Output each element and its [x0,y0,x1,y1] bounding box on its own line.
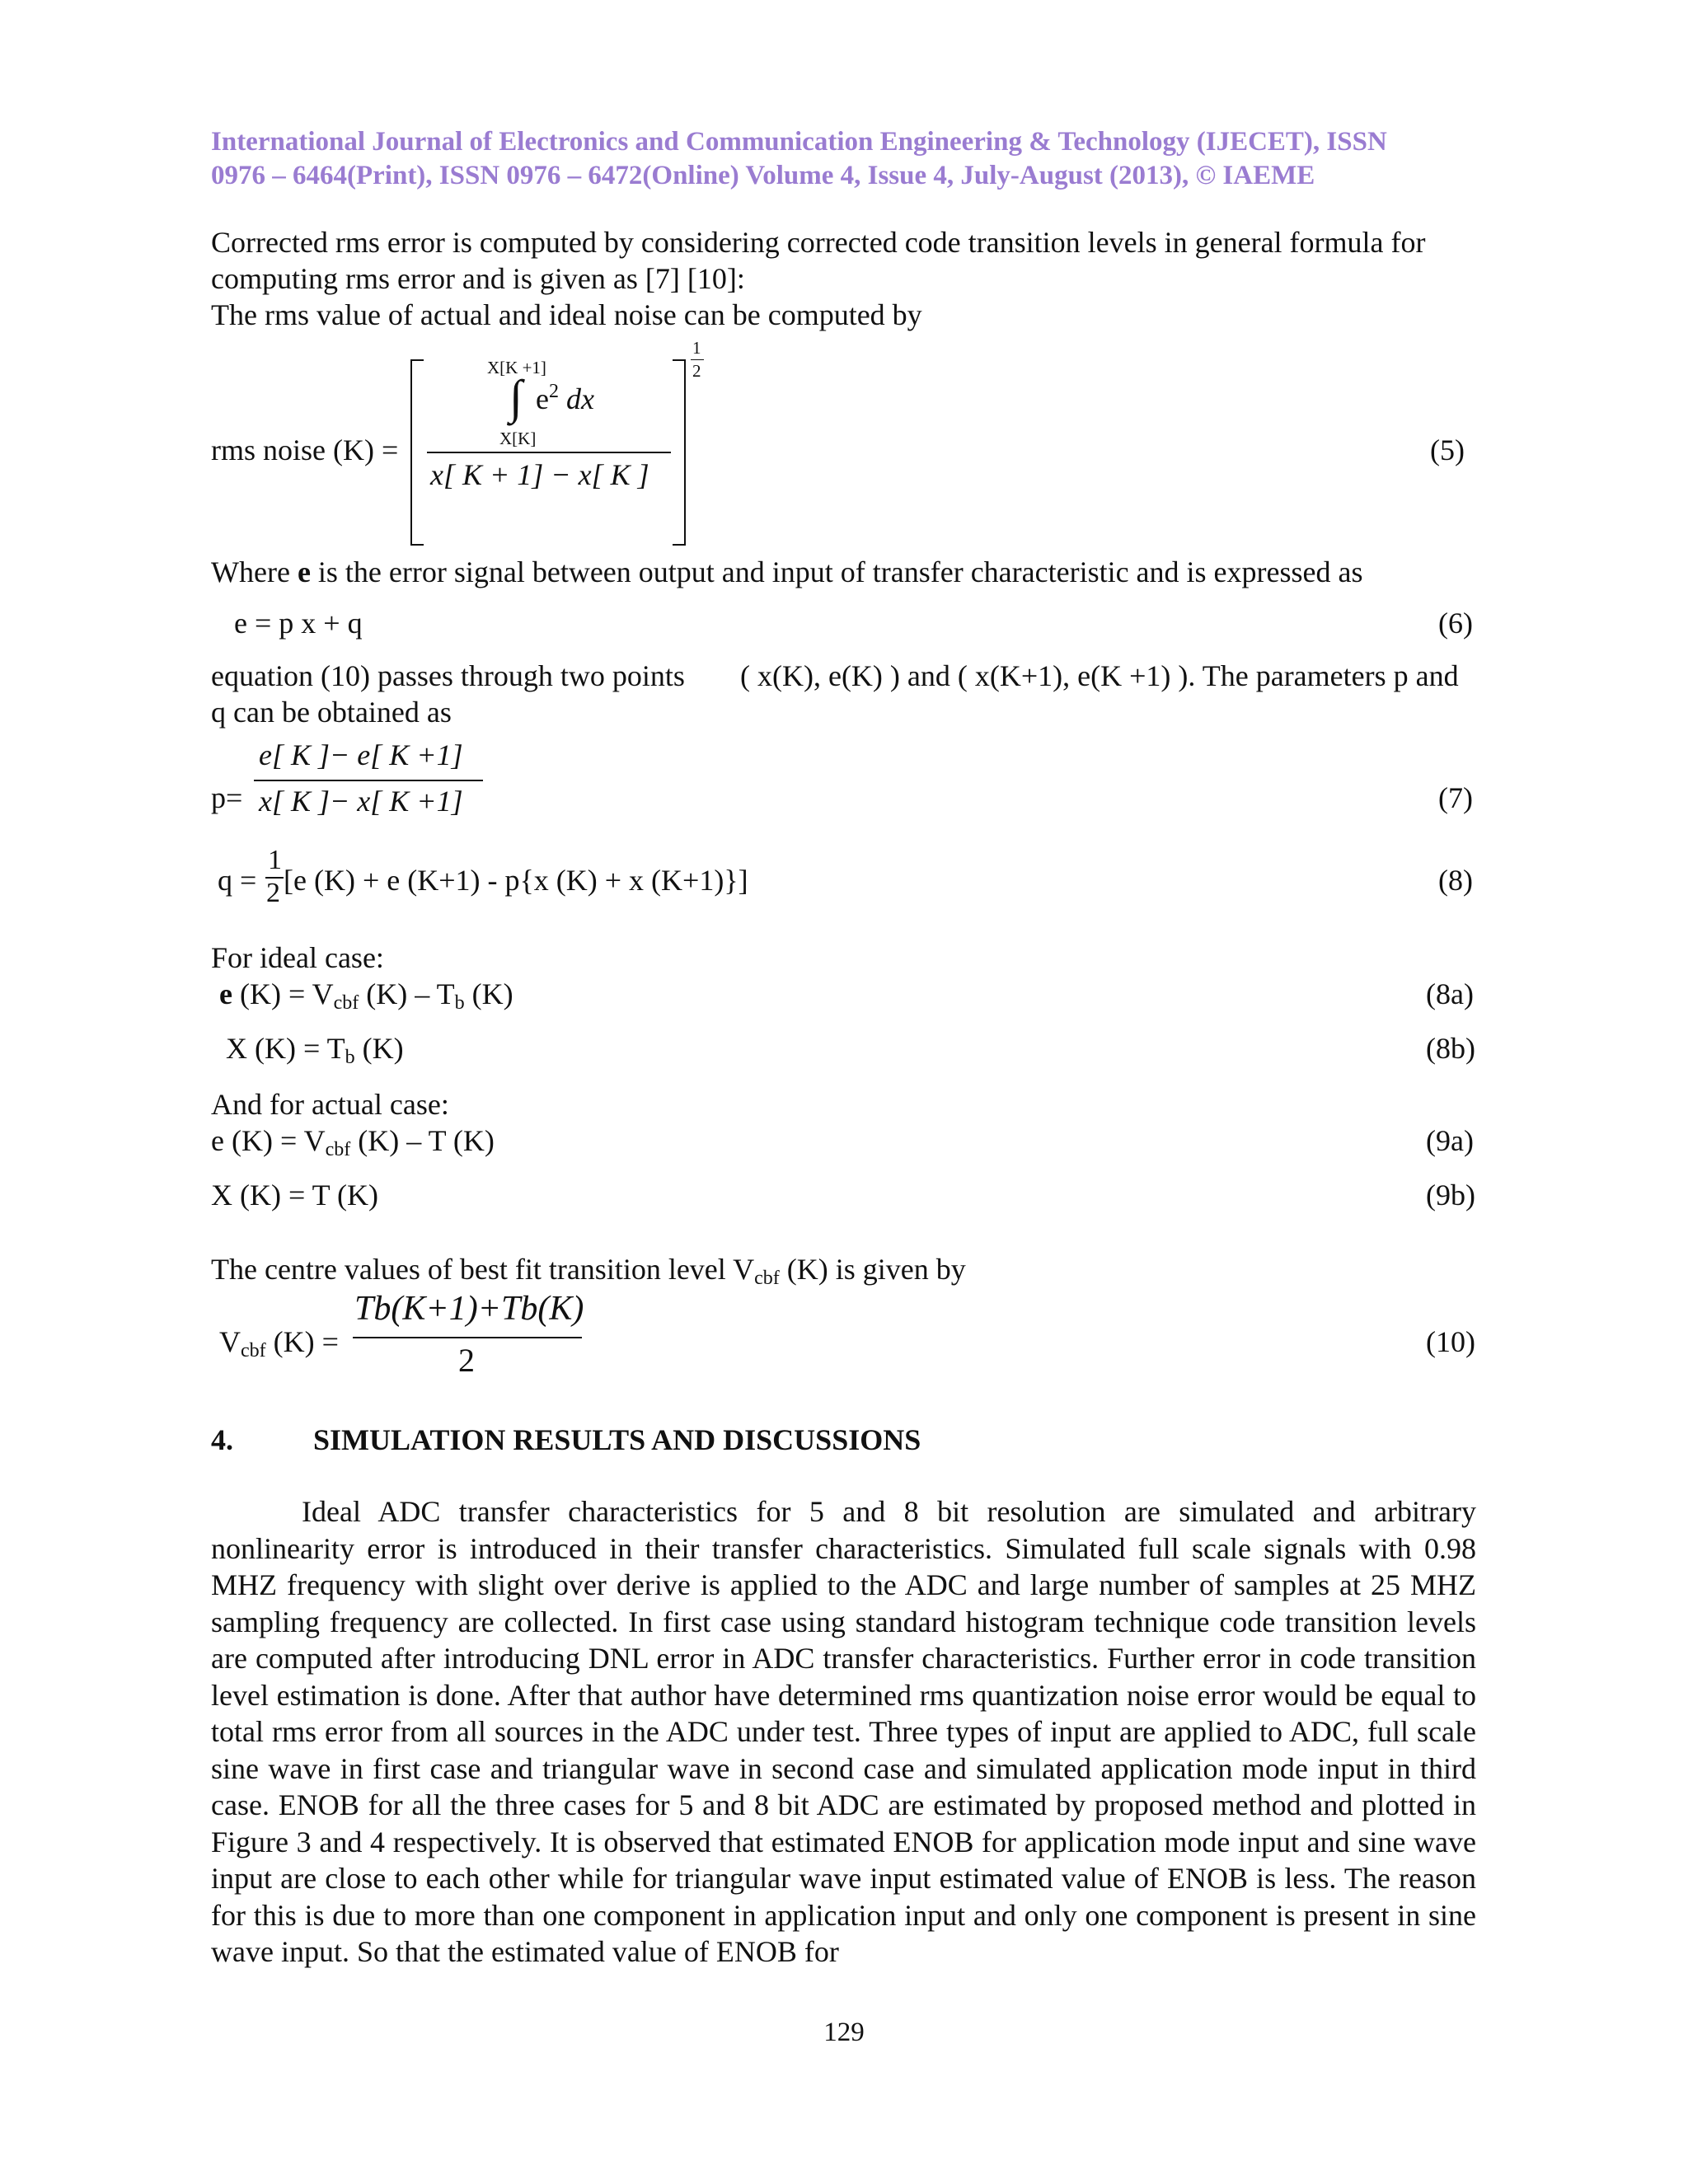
passes-line-1a: equation (10) passes through two points [211,659,685,692]
eq9b-number: (9b) [1426,1179,1475,1212]
eq5-right-bracket [673,359,686,546]
eq5-upper-limit: X[K +1] [487,358,546,377]
eq8b-expression: X $(K) = T_b$ (K) [226,1032,404,1068]
eq7-lhs: p= [211,781,243,814]
eq8-frac-denominator: 2 [266,878,280,908]
eq5-fraction-line [427,452,671,453]
eq10-denominator: 2 [458,1342,475,1379]
eq8b-number: (8b) [1426,1032,1475,1065]
eq7-fraction-line [254,780,483,781]
header-line-1: International Journal of Electronics and Communication Engineering & Technology (IJECET), ISSN [211,127,1387,157]
eq10-numerator: Tb(K+1)+Tb(K) [354,1290,584,1328]
eq10-fraction-line [353,1337,582,1338]
section-4-heading: 4. SIMULATION RESULTS AND DISCUSSIONS [211,1423,921,1456]
eq5-integrand: $e^2$ dx [536,381,594,415]
eq6-expression: e = p x + q [234,607,363,640]
eq9a-number: (9a) [1426,1124,1474,1157]
page-number: 129 [823,2018,865,2047]
eq5-exponent-denominator: 2 [692,361,701,381]
paragraph-text: Ideal ADC transfer characteristics for 5 and 8 bit resolution are simulated and arbitrary nonlinearity error is introduced in their transfer characteristics. Simulated full scale signals with 0.98 MHZ frequency with slight over derive is applied to the ADC and large number of samples at 25 MHZ sampling frequency are collected. In first case using standard histogram technique code transition levels are computed after introducing DNL error in ADC transfer characteristics. Further error in code transition level estimation is done. After that author have determined rms quantization noise error would be equal to total rms error from all sources in the ADC under test. Three types of input are applied to ADC, full scale sine wave in first case and triangular wave in second case and simulated application mode input in third case. ENOB for all the three cases for 5 and 8 bit ADC are estimated by proposed method and plotted in Figure 3 and 4 respectively. It is observed that estimated ENOB for application mode input and sine wave input are close to each other while for triangular wave input estimated value of ENOB is less. The reason for this is due to more than one component in application input and only one component is present in sine wave input. So that the estimated value of ENOB for [211,1495,1476,1968]
passes-line-1b: ( x(K), e(K) ) and ( x(K+1), e(K +1) ). The parameters p and [740,659,1459,692]
centre-values-sentence: The centre values of best fit transition level $V_{cbf}$ (K) is given by [211,1253,966,1289]
eq5-integral-sign: ∫ [509,370,523,424]
intro-line-1: Corrected rms error is computed by considering corrected code transition levels in general formula for [211,226,1426,259]
eq5-exponent-numerator: 1 [692,338,701,358]
eq8-lhs: q = [218,864,257,897]
eq5-exponent-line [691,359,704,360]
eq5-denominator: x[ K + 1] − x[ K ] [430,458,649,491]
eq5-lhs: rms noise (K) = [211,434,399,466]
eq8-frac-numerator: 1 [268,845,282,875]
section-4-paragraph [211,1493,1476,1971]
eq8-rhs: [e (K) + e (K+1) - p{x (K) + x (K+1)}] [284,864,748,897]
intro-line-2: computing rms error and is given as [7] [10]: [211,262,745,295]
where-sentence: Where e is the error signal between output and input of transfer characteristic and is expressed as [211,555,1363,588]
eq8a-expression: e $(K) = V_{cbf}$ $(K) - T_b$ (K) [219,977,513,1014]
intro-line-3: The rms value of actual and ideal noise can be computed by [211,298,922,331]
eq9a-expression: e $(K) = V_{cbf}$ (K) – T (K) [211,1124,495,1160]
header-line-2: 0976 – 6464(Print), ISSN 0976 – 6472(Online) Volume 4, Issue 4, July-August (2013), © IAEME [211,161,1315,190]
eq10-lhs: $V_{cbf}$ (K) = [219,1325,339,1361]
eq7-numerator: e[ K ]− e[ K +1] [259,738,463,771]
eq8-number: (8) [1438,864,1473,897]
eq9b-expression: X (K) = T (K) [211,1179,378,1212]
ideal-case-title: For ideal case: [211,941,384,974]
passes-line-2: q can be obtained as [211,696,452,729]
eq8a-number: (8a) [1426,977,1474,1010]
eq7-number: (7) [1438,781,1473,814]
eq5-lower-limit: X[K] [499,429,537,448]
actual-case-title: And for actual case: [211,1088,449,1121]
journal-header [211,125,1480,193]
eq5-number: (5) [1430,434,1465,466]
eq10-number: (10) [1426,1325,1475,1358]
eq6-number: (6) [1438,607,1473,640]
eq5-left-bracket [410,359,424,546]
eq7-denominator: x[ K ]− x[ K +1] [259,785,463,818]
